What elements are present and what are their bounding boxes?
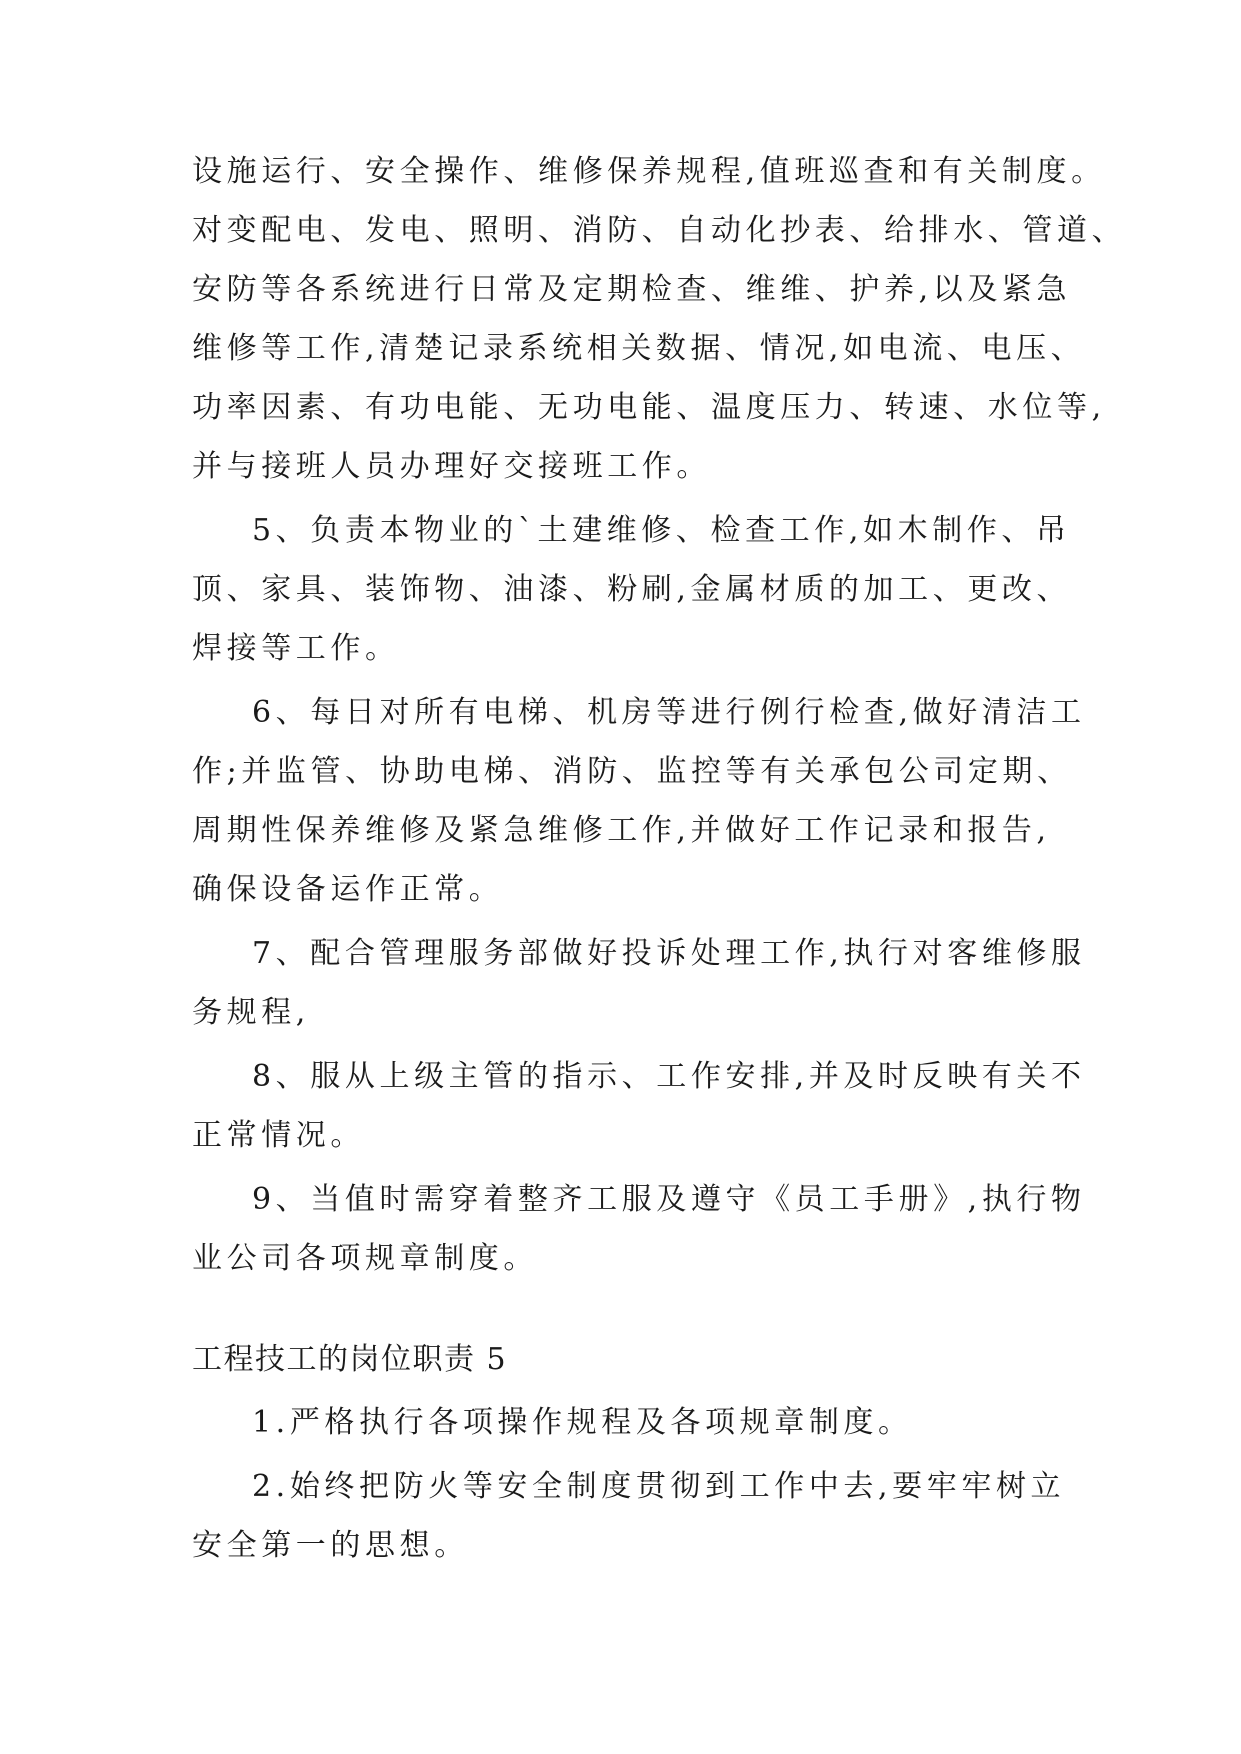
text-line: 功率因素、有功电能、无功电能、温度压力、转速、水位等, [192, 390, 1106, 425]
text-line: 正常情况。 [192, 1118, 365, 1153]
text-line: 务规程, [192, 995, 310, 1030]
text-line: 设施运行、安全操作、维修保养规程,值班巡查和有关制度。 [192, 154, 1106, 189]
paragraph-item-1: 1.严格执行各项操作规程及各项规章制度。 [252, 1405, 913, 1440]
text-line: 周期性保养维修及紧急维修工作,并做好工作记录和报告, [192, 813, 1051, 848]
paragraph-item-8: 8、服从上级主管的指示、工作安排,并及时反映有关不 [252, 1059, 1086, 1094]
paragraph-item-6: 6、每日对所有电梯、机房等进行例行检查,做好清洁工 [252, 695, 1086, 730]
text-line: 安全第一的思想。 [192, 1528, 469, 1563]
text-line: 顶、家具、装饰物、油漆、粉刷,金属材质的加工、更改、 [192, 572, 1072, 607]
text-line: 并与接班人员办理好交接班工作。 [192, 449, 711, 484]
paragraph-item-2: 2.始终把防火等安全制度贯彻到工作中去,要牢牢树立 [252, 1469, 1066, 1504]
text-line: 安防等各系统进行日常及定期检查、维维、护养,以及紧急 [192, 272, 1072, 307]
paragraph-item-9: 9、当值时需穿着整齐工服及遵守《员工手册》,执行物 [252, 1182, 1086, 1217]
text-line: 确保设备运作正常。 [192, 872, 504, 907]
text-line: 业公司各项规章制度。 [192, 1241, 538, 1276]
paragraph-item-7: 7、配合管理服务部做好投诉处理工作,执行对客维修服 [252, 936, 1086, 971]
section-heading: 工程技工的岗位职责 5 [192, 1342, 508, 1377]
text-line: 作;并监管、协助电梯、消防、监控等有关承包公司定期、 [192, 754, 1072, 789]
text-line: 对变配电、发电、照明、消防、自动化抄表、给排水、管道、 [192, 213, 1127, 248]
paragraph-item-5: 5、负责本物业的`土建维修、检查工作,如木制作、吊 [252, 513, 1071, 548]
text-line: 维修等工作,清楚记录系统相关数据、情况,如电流、电压、 [192, 331, 1086, 366]
text-line: 焊接等工作。 [192, 631, 400, 666]
